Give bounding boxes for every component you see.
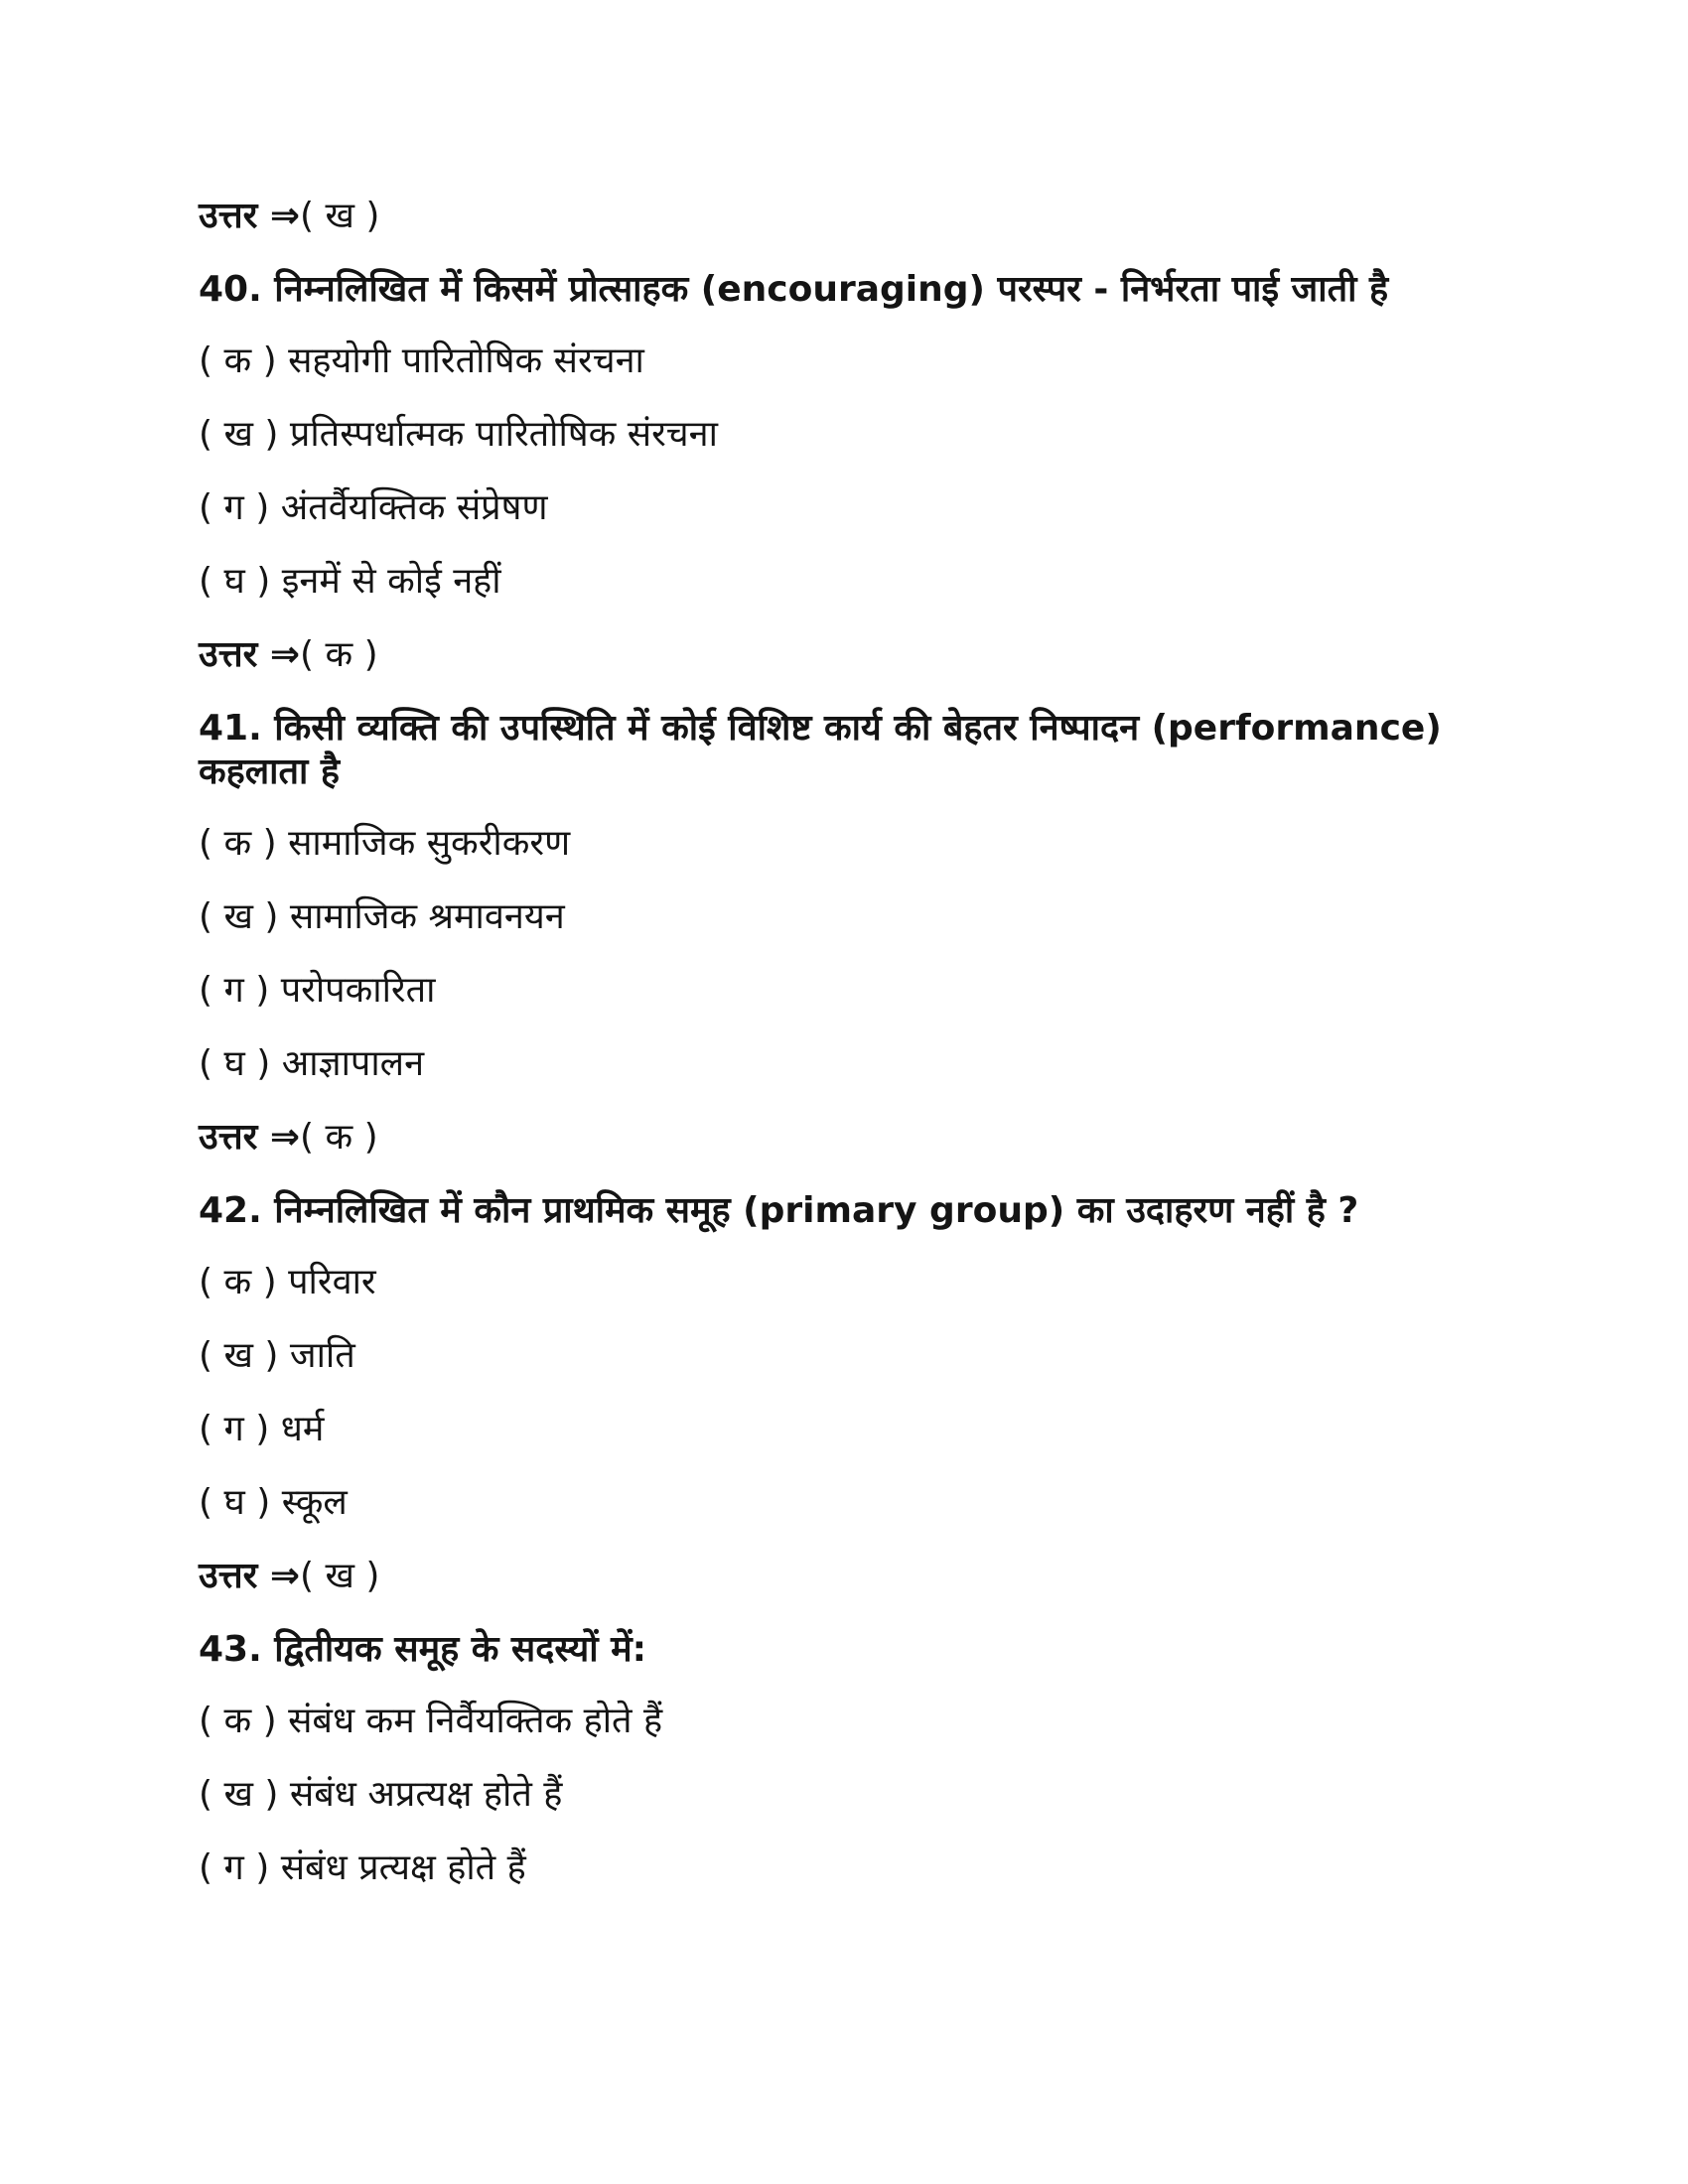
answer-line — [199, 1116, 1489, 1160]
answer-line — [199, 1555, 1489, 1598]
arrow-icon: ⇒ — [269, 196, 301, 236]
option-line: ( ख ) संबंध अप्रत्यक्ष होते हैं — [199, 1774, 563, 1815]
option-line: ( घ ) आज्ञापालन — [199, 1043, 425, 1084]
option-line: ( ग ) परोपकारिता — [199, 970, 436, 1011]
answer-value: ( ख ) — [300, 196, 380, 236]
answer-label: उत्तर — [199, 196, 258, 236]
option-line: ( घ ) स्कूल — [199, 1482, 348, 1523]
answer-value: ( ख ) — [300, 1556, 380, 1596]
question-41: 41. किसी व्यक्ति की उपस्थिति में कोई विशिष्ट कार्य की बेहतर निष्पादन (performance) कहलाता है — [199, 708, 1442, 792]
option-line: ( ख ) जाति — [199, 1335, 355, 1376]
question-43: 43. द्वितीयक समूह के सदस्यों में: — [199, 1629, 647, 1670]
answer-value: ( क ) — [300, 634, 378, 675]
option-line: ( क ) परिवार — [199, 1262, 376, 1302]
answer-label: उत्तर — [199, 1556, 258, 1596]
question-42: 42. निम्नलिखित में कौन प्राथमिक समूह (primary group) का उदाहरण नहीं है ? — [199, 1190, 1359, 1231]
arrow-icon: ⇒ — [269, 1556, 301, 1596]
option-line: ( क ) सामाजिक सुकरीकरण — [199, 823, 571, 864]
option-line: ( घ ) इनमें से कोई नहीं — [199, 561, 501, 602]
answer-label: उत्तर — [199, 634, 258, 675]
option-line: ( ख ) प्रतिस्पर्धात्मक पारितोषिक संरचना — [199, 414, 718, 455]
option-line: ( क ) सहयोगी पारितोषिक संरचना — [199, 341, 644, 381]
arrow-icon: ⇒ — [269, 634, 301, 675]
option-line: ( ग ) अंतर्वैयक्तिक संप्रेषण — [199, 487, 548, 528]
option-line: ( क ) संबंध कम निर्वैयक्तिक होते हैं — [199, 1701, 663, 1741]
document-page — [199, 195, 1489, 1920]
option-line: ( ख ) सामाजिक श्रमावनयन — [199, 896, 565, 937]
option-line: ( ग ) संबंध प्रत्यक्ष होते हैं — [199, 1847, 526, 1888]
arrow-icon: ⇒ — [269, 1117, 301, 1158]
answer-line — [199, 195, 1489, 238]
answer-value: ( क ) — [300, 1117, 378, 1158]
answer-line — [199, 633, 1489, 677]
question-40: 40. निम्नलिखित में किसमें प्रोत्साहक (encouraging) परस्पर - निर्भरता पाई जाती है — [199, 269, 1389, 310]
option-line: ( ग ) धर्म — [199, 1409, 325, 1449]
answer-label: उत्तर — [199, 1117, 258, 1158]
